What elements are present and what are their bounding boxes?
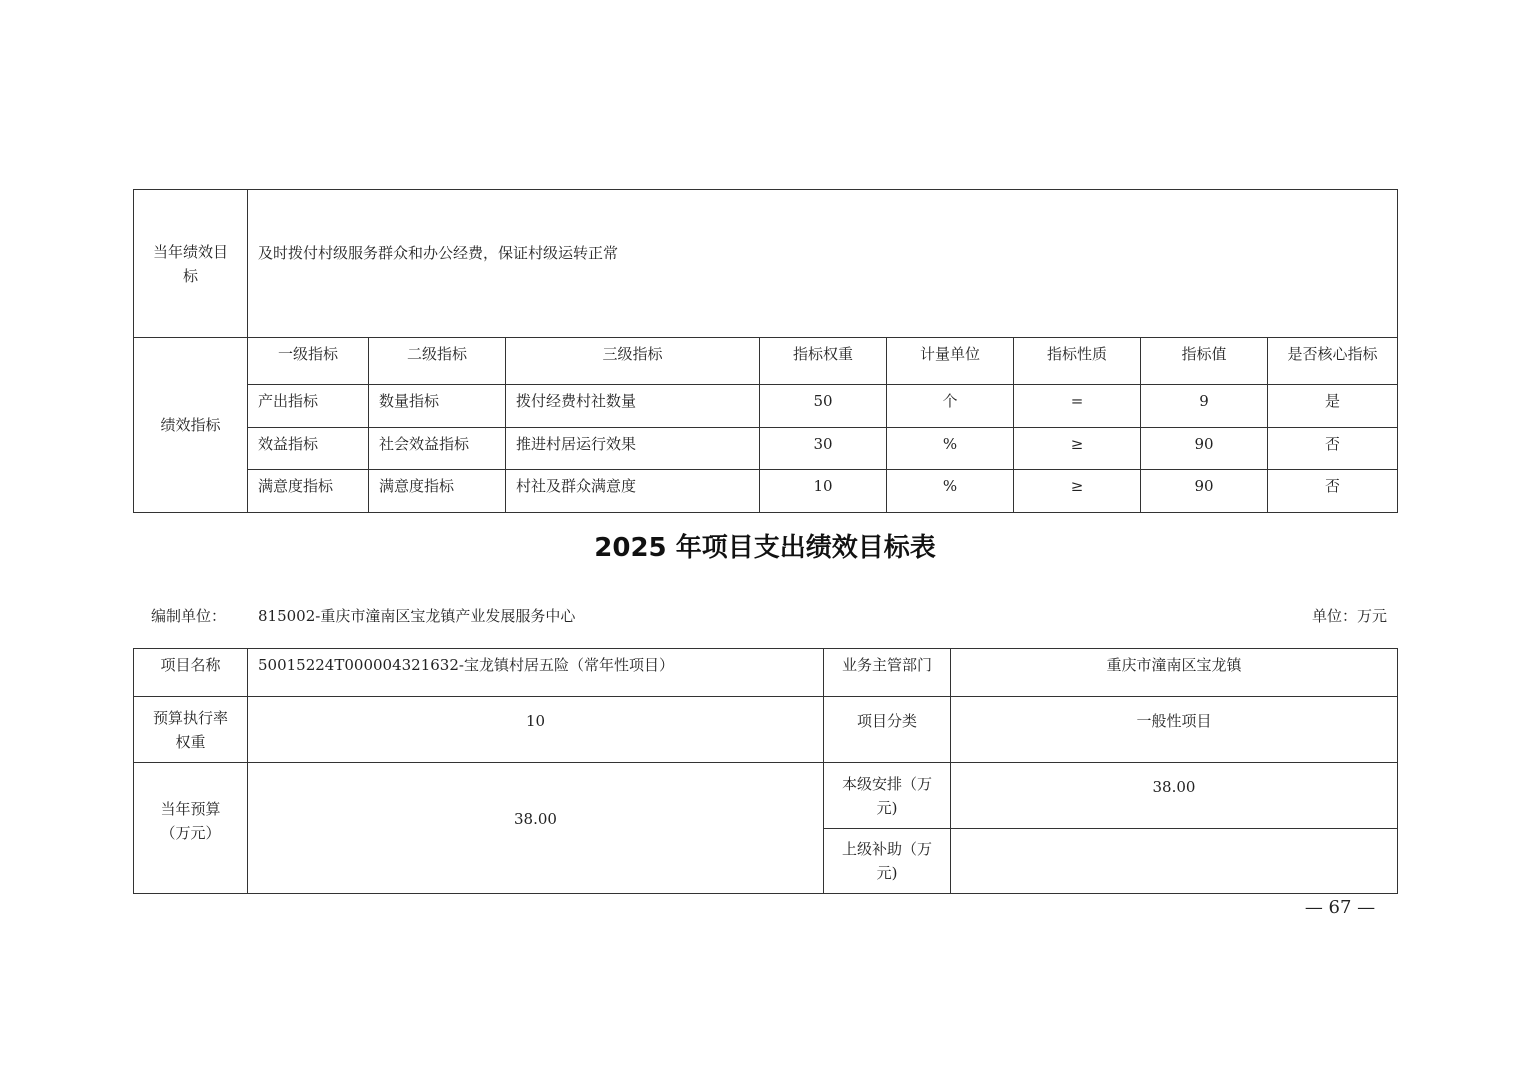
org-value: 815002-重庆市潼南区宝龙镇产业发展服务中心 [258,607,576,625]
indicators-label: 绩效指标 [134,338,248,513]
weight-cell: 30 [760,428,887,470]
header-core: 是否核心指标 [1268,338,1398,385]
project-name-value: 50015224T000004321632-宝龙镇村居五险（常年性项目） [248,649,824,697]
nature-cell: = [1014,385,1141,428]
level3-cell: 拨付经费村社数量 [506,385,760,428]
header-level1: 一级指标 [248,338,369,385]
upper-value [951,829,1398,894]
page-title: 2025 年项目支出绩效目标表 [594,533,936,563]
unit-info-row [133,604,1397,628]
level1-cell: 满意度指标 [248,470,369,513]
level3-cell: 推进村居运行效果 [506,428,760,470]
value-cell: 9 [1141,385,1268,428]
level2-cell: 数量指标 [369,385,506,428]
core-cell: 否 [1268,428,1398,470]
unit-cell: 个 [887,385,1014,428]
header-level3: 三级指标 [506,338,760,385]
value-cell: 90 [1141,428,1268,470]
unit-label: 单位：万元 [1311,607,1387,625]
weight-cell: 50 [760,385,887,428]
exec-rate-label: 预算执行率权重 [134,697,248,763]
table-row [134,470,1398,513]
core-cell: 是 [1268,385,1398,428]
table-row [134,428,1398,470]
header-weight: 指标权重 [760,338,887,385]
level1-cell: 产出指标 [248,385,369,428]
level3-cell: 村社及群众满意度 [506,470,760,513]
header-level2: 二级指标 [369,338,506,385]
header-value: 指标值 [1141,338,1268,385]
level2-cell: 满意度指标 [369,470,506,513]
category-label: 项目分类 [824,697,951,763]
local-label: 本级安排（万元) [824,763,951,829]
project-name-label: 项目名称 [134,649,248,697]
header-nature: 指标性质 [1014,338,1141,385]
exec-rate-value: 10 [248,697,824,763]
table-row [134,385,1398,428]
core-cell: 否 [1268,470,1398,513]
project-info-table [133,648,1398,894]
org-label: 编制单位： [151,607,227,625]
header-unit: 计量单位 [887,338,1014,385]
nature-cell: ≥ [1014,428,1141,470]
category-value: 一般性项目 [951,697,1398,763]
value-cell: 90 [1141,470,1268,513]
weight-cell: 10 [760,470,887,513]
performance-goal-table [133,189,1398,513]
annual-goal-text: 及时拨付村级服务群众和办公经费，保证村级运转正常 [248,190,1398,338]
level1-cell: 效益指标 [248,428,369,470]
budget-value: 38.00 [248,763,824,894]
upper-label: 上级补助（万元) [824,829,951,894]
page-number: — 67 — [1304,897,1376,918]
nature-cell: ≥ [1014,470,1141,513]
level2-cell: 社会效益指标 [369,428,506,470]
unit-cell: % [887,428,1014,470]
budget-label: 当年预算（万元） [134,763,248,894]
local-value: 38.00 [951,763,1398,829]
dept-value: 重庆市潼南区宝龙镇 [951,649,1398,697]
unit-cell: % [887,470,1014,513]
dept-label: 业务主管部门 [824,649,951,697]
annual-goal-label: 当年绩效目标 [134,190,248,338]
